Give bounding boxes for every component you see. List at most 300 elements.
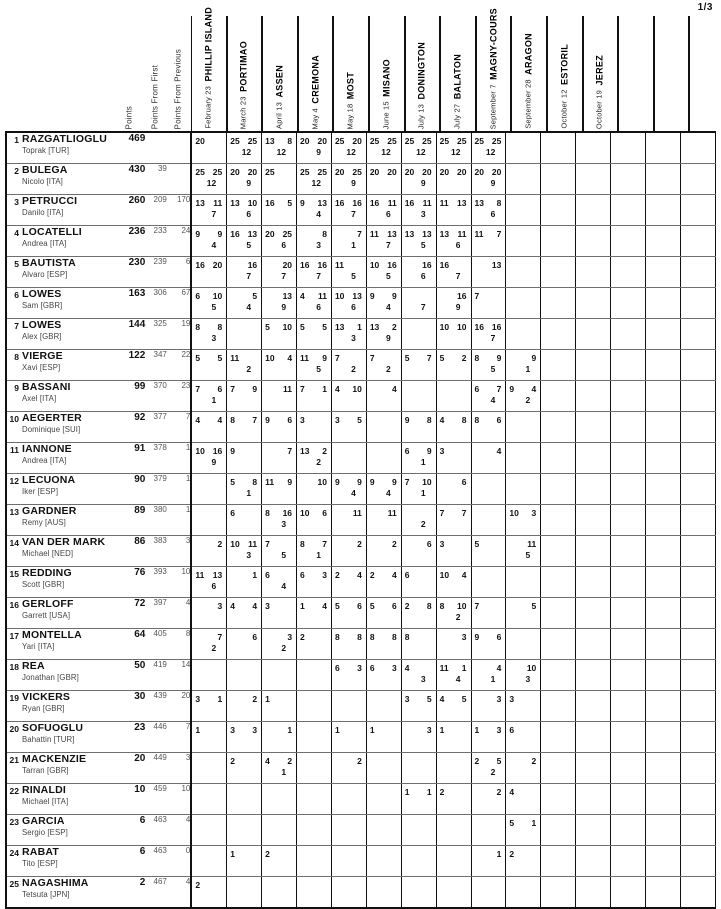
result-score: 7 [426, 353, 432, 363]
result-cell [331, 226, 366, 257]
rider-surname: RAZGATLIOGLU [22, 133, 108, 145]
result-score: 8 [265, 508, 270, 518]
table-row[interactable] [6, 505, 716, 536]
result-score: 7 [461, 508, 467, 518]
result-score: 10 [334, 291, 345, 301]
result-score: 10 [439, 322, 450, 332]
rider-points: 260 [116, 195, 145, 226]
result-cell [297, 195, 332, 226]
result-score: 16 [334, 198, 345, 208]
result-score: 5 [265, 322, 270, 332]
rider-points-from-first: 439 [145, 691, 167, 722]
table-row[interactable] [6, 753, 716, 784]
result-cell [366, 319, 401, 350]
result-cell [366, 536, 401, 567]
rider-position: 20 [9, 724, 19, 734]
result-score: 5 [525, 550, 531, 560]
result-cell [227, 567, 262, 598]
result-score: 5 [211, 302, 217, 312]
result-score: 10 [195, 446, 205, 456]
rider-firstname-nationality: Andrea [ITA] [22, 456, 67, 465]
result-score: 9 [369, 291, 375, 301]
result-cell [506, 877, 541, 909]
table-row[interactable] [6, 226, 716, 257]
result-score: 2 [474, 756, 480, 766]
table-row[interactable] [6, 660, 716, 691]
result-score: 13 [230, 198, 240, 208]
result-cell [645, 350, 680, 381]
result-cell [471, 629, 506, 660]
result-cell [611, 753, 646, 784]
table-row[interactable] [6, 412, 716, 443]
result-score: 1 [525, 364, 531, 374]
result-score: 2 [334, 570, 340, 580]
result-cell [471, 474, 506, 505]
result-score: 7 [217, 632, 223, 642]
rider-surname: GARCIA [22, 815, 65, 827]
result-score: 4 [455, 674, 461, 684]
result-cell [471, 350, 506, 381]
result-score: 10 [282, 322, 293, 332]
result-score: 3 [287, 632, 293, 642]
result-score: 4 [322, 601, 327, 611]
result-cell [506, 164, 541, 195]
rider-position: 10 [9, 414, 19, 424]
result-score: 1 [334, 725, 340, 735]
result-score: 20 [317, 136, 327, 146]
event-date: March 23 [238, 96, 248, 129]
result-cell [366, 660, 401, 691]
result-score: 8 [439, 601, 445, 611]
result-cell [227, 629, 262, 660]
rider-points-from-first: 419 [145, 660, 167, 691]
result-score: 12 [451, 147, 461, 157]
result-cell [401, 877, 436, 909]
result-cell [576, 474, 611, 505]
result-score: 9 [217, 229, 223, 239]
result-cell [576, 226, 611, 257]
table-row[interactable] [6, 815, 716, 846]
result-cell [576, 598, 611, 629]
result-cell [297, 350, 332, 381]
result-cell [645, 257, 680, 288]
result-score: 10 [265, 353, 275, 363]
result-score: 8 [404, 632, 410, 642]
result-cell [541, 846, 576, 877]
result-cell [506, 722, 541, 753]
rider-points: 99 [116, 381, 145, 412]
result-cell [506, 381, 541, 412]
result-cell [576, 257, 611, 288]
result-score: 4 [439, 415, 445, 425]
result-cell [611, 226, 646, 257]
rider-points-from-previous: 14 [167, 660, 191, 691]
result-cell [645, 381, 680, 412]
rider-name-cell [6, 164, 116, 195]
result-score: 8 [334, 632, 340, 642]
result-cell [436, 381, 471, 412]
table-row[interactable] [6, 288, 716, 319]
result-cell [541, 164, 576, 195]
result-cell [262, 226, 297, 257]
event-venue: MAGNY-COURS [488, 7, 499, 80]
result-cell [436, 350, 471, 381]
result-cell [645, 226, 680, 257]
rider-firstname-nationality: Alvaro [ESP] [22, 270, 68, 279]
result-score: 3 [300, 415, 305, 425]
event-date: July 13 [416, 103, 426, 129]
rider-firstname-nationality: Ryan [GBR] [22, 704, 65, 713]
event-date: May 18 [345, 103, 355, 129]
rider-position: 11 [10, 445, 19, 455]
result-score: 13 [422, 229, 432, 239]
result-score: 20 [369, 167, 380, 177]
result-cell [680, 691, 715, 722]
result-cell [436, 132, 471, 164]
event-header-jerez [583, 16, 619, 132]
result-cell [576, 784, 611, 815]
result-score: 2 [265, 849, 270, 859]
result-score: 25 [369, 136, 380, 146]
rider-points-from-first: 405 [145, 629, 167, 660]
result-cell [611, 629, 646, 660]
result-score: 5 [230, 477, 235, 487]
rider-identity [19, 164, 68, 187]
result-cell [506, 226, 541, 257]
rider-surname: AEGERTER [22, 412, 82, 424]
result-cell [471, 753, 506, 784]
rider-points-from-previous: 3 [167, 536, 191, 567]
result-score: 5 [385, 271, 391, 281]
rider-name-cell [6, 753, 116, 784]
table-row[interactable] [6, 784, 716, 815]
result-score: 7 [246, 271, 252, 281]
result-cell [227, 288, 262, 319]
event-header-most [333, 16, 369, 132]
rider-points-from-first: 397 [145, 598, 167, 629]
result-score: 5 [287, 198, 293, 208]
result-score: 16 [422, 260, 432, 270]
result-score: 3 [531, 508, 537, 518]
result-score: 9 [211, 457, 217, 467]
rider-firstname-nationality: Iker [ESP] [22, 487, 59, 496]
result-score: 6 [211, 581, 217, 591]
result-cell [331, 536, 366, 567]
result-score: 5 [217, 353, 223, 363]
result-cell [645, 474, 680, 505]
result-score: 7 [334, 353, 340, 363]
rider-identity [19, 133, 107, 156]
rider-points: 64 [116, 629, 145, 660]
result-cell [191, 784, 226, 815]
table-row[interactable] [6, 536, 716, 567]
result-cell [262, 567, 297, 598]
result-score: 8 [496, 198, 502, 208]
table-row[interactable] [6, 195, 716, 226]
result-cell [506, 691, 541, 722]
result-cell [366, 132, 401, 164]
result-cell [436, 598, 471, 629]
result-cell [297, 753, 332, 784]
result-score: 5 [404, 353, 410, 363]
rider-identity [19, 598, 74, 621]
rider-position: 8 [14, 352, 19, 362]
result-score: 16 [404, 198, 415, 208]
table-row[interactable] [6, 350, 716, 381]
event-venue: PHILLIP ISLAND [203, 7, 214, 82]
rider-position: 17 [9, 631, 19, 641]
result-score: 2 [211, 643, 217, 653]
table-row[interactable] [6, 567, 716, 598]
result-score: 6 [322, 508, 327, 518]
result-score: 16 [317, 260, 327, 270]
result-cell [227, 319, 262, 350]
result-score: 8 [426, 601, 432, 611]
rider-surname: RABAT [22, 846, 59, 858]
rider-points-from-first: 306 [145, 288, 167, 319]
result-score: 2 [496, 787, 502, 797]
result-cell [366, 846, 401, 877]
result-cell [576, 722, 611, 753]
table-row[interactable] [6, 474, 716, 505]
result-score: 3 [496, 694, 502, 704]
result-score: 9 [357, 477, 362, 487]
event-date: October 12 [559, 89, 569, 129]
rider-surname: REDDING [22, 567, 72, 579]
table-row[interactable] [6, 629, 716, 660]
rider-position: 22 [9, 786, 19, 796]
result-cell [366, 257, 401, 288]
rider-points-from-previous: 10 [167, 784, 191, 815]
rider-surname: LOCATELLI [22, 226, 82, 238]
result-cell [645, 567, 680, 598]
result-cell [366, 443, 401, 474]
result-cell [506, 567, 541, 598]
result-cell [227, 350, 262, 381]
table-row[interactable] [6, 846, 716, 877]
result-cell [297, 691, 332, 722]
result-score: 4 [404, 663, 410, 673]
result-score: 2 [404, 601, 410, 611]
result-score: 5 [496, 756, 502, 766]
result-score: 5 [316, 364, 321, 374]
result-score: 9 [509, 384, 515, 394]
result-score: 7 [474, 601, 480, 611]
result-cell [366, 598, 401, 629]
result-score: 7 [287, 446, 293, 456]
result-cell [262, 257, 297, 288]
result-cell [262, 722, 297, 753]
result-score: 3 [461, 632, 467, 642]
result-score: 16 [212, 446, 223, 456]
event-venue: MOST [345, 71, 356, 99]
result-cell [436, 412, 471, 443]
result-score: 13 [439, 229, 450, 239]
result-score: 13 [457, 198, 467, 208]
result-score: 12 [416, 147, 426, 157]
table-row[interactable] [6, 877, 716, 909]
result-score: 9 [252, 384, 258, 394]
rider-identity [19, 691, 70, 714]
result-score: 11 [334, 260, 344, 270]
result-cell [191, 132, 226, 164]
rider-points: 6 [116, 815, 145, 846]
result-cell [576, 691, 611, 722]
result-score: 3 [334, 415, 340, 425]
result-score: 1 [461, 663, 467, 673]
rider-surname: BAUTISTA [22, 257, 76, 269]
result-cell [471, 536, 506, 567]
result-cell [506, 536, 541, 567]
result-score: 9 [316, 147, 321, 157]
result-cell [262, 381, 297, 412]
result-cell [680, 288, 715, 319]
result-cell [401, 536, 436, 567]
result-cell [680, 877, 715, 909]
rider-identity [19, 629, 82, 652]
result-cell [262, 195, 297, 226]
result-score: 3 [496, 725, 502, 735]
table-row[interactable] [6, 443, 716, 474]
result-score: 25 [212, 167, 223, 177]
result-score: 7 [252, 415, 258, 425]
result-cell [401, 474, 436, 505]
result-score: 10 [230, 539, 240, 549]
result-score: 2 [281, 643, 287, 653]
stat-header-label: Points [124, 105, 134, 129]
result-cell [506, 288, 541, 319]
result-cell [680, 846, 715, 877]
result-cell [611, 288, 646, 319]
rider-identity [19, 536, 105, 559]
table-row[interactable] [6, 598, 716, 629]
result-score: 3 [420, 674, 426, 684]
result-score: 25 [491, 136, 502, 146]
table-row[interactable] [6, 132, 716, 164]
table-row[interactable] [6, 381, 716, 412]
result-score: 7 [385, 240, 391, 250]
rider-points-from-first: 209 [145, 195, 167, 226]
result-cell [541, 691, 576, 722]
result-cell [506, 784, 541, 815]
rider-surname: BULEGA [22, 164, 68, 176]
rider-points-from-first: 239 [145, 257, 167, 288]
result-cell [541, 505, 576, 536]
result-cell [227, 722, 262, 753]
result-cell [541, 784, 576, 815]
result-score: 1 [246, 488, 252, 498]
result-score: 16 [265, 198, 275, 208]
result-cell [331, 412, 366, 443]
result-score: 11 [527, 539, 537, 549]
stat-header-from_prev [167, 16, 191, 132]
result-score: 11 [265, 477, 275, 487]
result-score: 6 [287, 415, 293, 425]
result-cell [541, 722, 576, 753]
result-cell [297, 722, 332, 753]
result-cell [262, 132, 297, 164]
result-score: 1 [357, 322, 362, 332]
result-score: 13 [317, 198, 327, 208]
result-cell [262, 443, 297, 474]
result-cell [645, 691, 680, 722]
result-score: 10 [212, 291, 223, 301]
result-cell [611, 195, 646, 226]
result-score: 2 [531, 756, 537, 766]
result-cell [471, 567, 506, 598]
event-venue: ESTORIL [559, 44, 570, 86]
rider-identity [19, 784, 68, 807]
result-cell [331, 319, 366, 350]
table-row[interactable] [6, 722, 716, 753]
rider-name-cell [6, 846, 116, 877]
result-cell [297, 567, 332, 598]
rider-points-from-previous: 67 [167, 288, 191, 319]
result-cell [262, 536, 297, 567]
result-score: 20 [387, 167, 397, 177]
result-score: 13 [247, 229, 258, 239]
rider-firstname-nationality: Tito [ESP] [22, 859, 58, 868]
result-score: 7 [369, 353, 375, 363]
result-score: 11 [248, 539, 258, 549]
result-score: 4 [230, 601, 235, 611]
result-cell [262, 660, 297, 691]
result-score: 10 [247, 198, 258, 208]
table-row[interactable] [6, 691, 716, 722]
result-score: 25 [352, 167, 362, 177]
table-row[interactable] [6, 257, 716, 288]
result-cell [680, 381, 715, 412]
result-cell [541, 132, 576, 164]
result-score: 1 [217, 694, 223, 704]
result-score: 1 [404, 787, 410, 797]
result-cell [227, 753, 262, 784]
result-score: 3 [265, 601, 270, 611]
result-score: 4 [461, 570, 467, 580]
result-cell [576, 164, 611, 195]
result-cell [611, 412, 646, 443]
result-cell [436, 195, 471, 226]
table-row[interactable] [6, 164, 716, 195]
rider-position: 25 [9, 879, 19, 889]
result-cell [331, 722, 366, 753]
result-score: 1 [496, 849, 502, 859]
result-cell [576, 753, 611, 784]
result-cell [331, 753, 366, 784]
standings-rows [6, 132, 716, 908]
rider-points-from-first: 463 [145, 815, 167, 846]
result-cell [297, 846, 332, 877]
rider-points-from-previous [167, 164, 191, 195]
result-score: 3 [509, 694, 515, 704]
result-cell [680, 443, 715, 474]
result-score: 11 [422, 198, 432, 208]
rider-name-cell [6, 474, 116, 505]
result-score: 11 [474, 229, 484, 239]
rider-surname: GERLOFF [22, 598, 74, 610]
result-score: 6 [461, 477, 467, 487]
result-cell [576, 288, 611, 319]
result-score: 11 [387, 198, 397, 208]
result-score: 11 [352, 508, 362, 518]
result-cell [436, 784, 471, 815]
table-row[interactable] [6, 319, 716, 350]
result-cell [366, 288, 401, 319]
rider-firstname-nationality: Garrett [USA] [22, 611, 71, 620]
result-cell [227, 381, 262, 412]
rider-name-cell [6, 536, 116, 567]
rider-points: 469 [116, 132, 145, 164]
